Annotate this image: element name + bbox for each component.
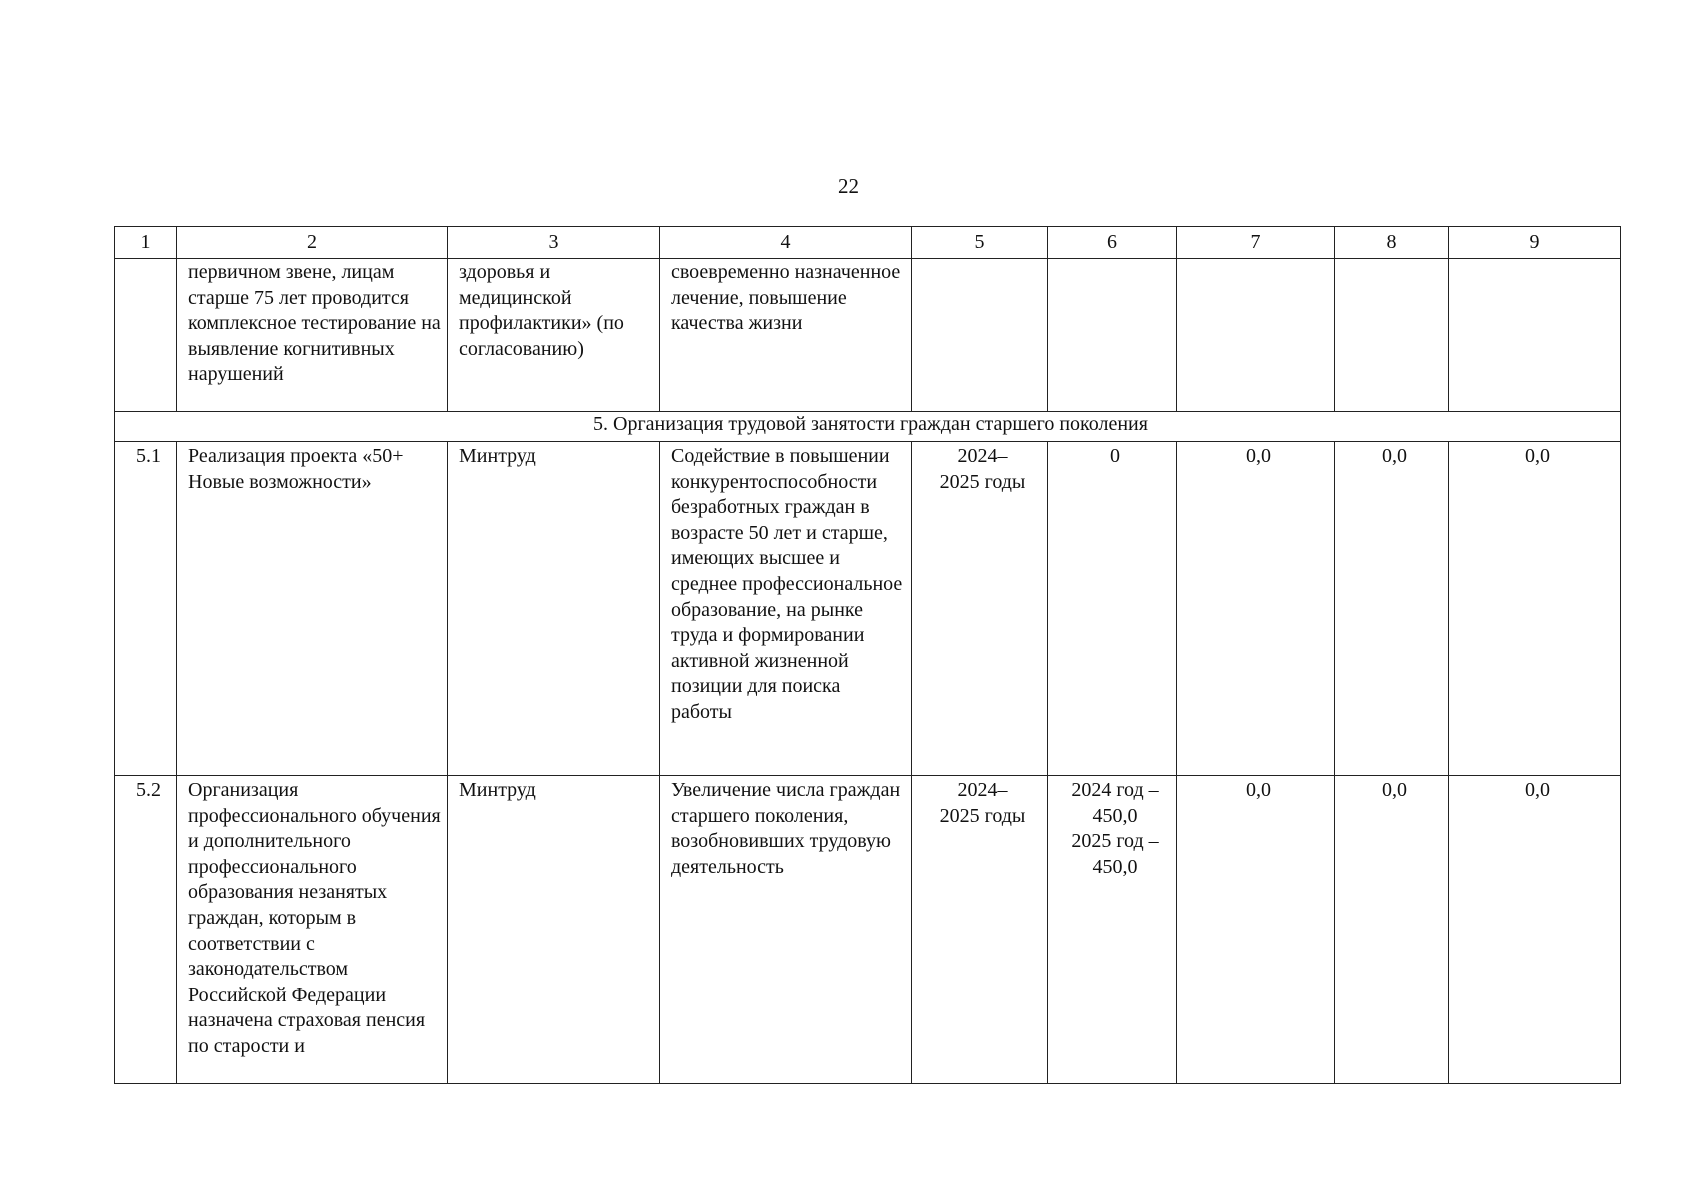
- funding-cell: 0,0: [1449, 776, 1621, 1084]
- period-cell: 2024– 2025 годы: [912, 776, 1048, 1084]
- header-cell: 5: [912, 227, 1048, 259]
- table-row-continuation: [115, 259, 1621, 412]
- funding-cell: [1449, 259, 1621, 412]
- measure-cell: Организация профессионального обучения и дополнительного профессионального образования незанятых граждан, которым в соответствии с законодательством Российской Федерации назначена страховая пенсия по старости и: [177, 776, 448, 1084]
- header-cell: 4: [660, 227, 912, 259]
- executor-cell: здоровья и медицинской профилактики» (по согласованию): [448, 259, 660, 412]
- funding-cell: [1048, 259, 1177, 412]
- header-cell: 6: [1048, 227, 1177, 259]
- header-cell: 2: [177, 227, 448, 259]
- result-cell: своевременно назначенное лечение, повышение качества жизни: [660, 259, 912, 412]
- funding-cell: 0,0: [1335, 776, 1449, 1084]
- measure-cell: первичном звене, лицам старше 75 лет проводится комплексное тестирование на выявление когнитивных нарушений: [177, 259, 448, 412]
- row-number-cell: [115, 259, 177, 412]
- row-number-cell: 5.1: [115, 442, 177, 776]
- table-header-row: [115, 227, 1621, 259]
- funding-cell: 2024 год – 450,0 2025 год – 450,0: [1048, 776, 1177, 1084]
- funding-cell: 0: [1048, 442, 1177, 776]
- funding-cell: [1177, 259, 1335, 412]
- header-cell: 3: [448, 227, 660, 259]
- result-cell: Содействие в повышении конкурентоспособности безработных граждан в возрасте 50 лет и старше, имеющих высшее и среднее профессиональное образование, на рынке труда и формировании активной жизненной позиции для поиска работы: [660, 442, 912, 776]
- section-title: 5. Организация трудовой занятости граждан старшего поколения: [115, 412, 1621, 442]
- section-row: [115, 412, 1621, 442]
- funding-cell: 0,0: [1449, 442, 1621, 776]
- row-number-cell: 5.2: [115, 776, 177, 1084]
- table-row: [115, 442, 1621, 776]
- header-cell: 8: [1335, 227, 1449, 259]
- funding-cell: [1335, 259, 1449, 412]
- executor-cell: Минтруд: [448, 442, 660, 776]
- funding-cell: 0,0: [1177, 442, 1335, 776]
- period-cell: 2024– 2025 годы: [912, 442, 1048, 776]
- result-cell: Увеличение числа граждан старшего поколения, возобновивших трудовую деятельность: [660, 776, 912, 1084]
- period-cell: [912, 259, 1048, 412]
- executor-cell: Минтруд: [448, 776, 660, 1084]
- funding-cell: 0,0: [1335, 442, 1449, 776]
- header-cell: 7: [1177, 227, 1335, 259]
- table-row: [115, 776, 1621, 1084]
- funding-cell: 0,0: [1177, 776, 1335, 1084]
- header-cell: 1: [115, 227, 177, 259]
- header-cell: 9: [1449, 227, 1621, 259]
- page-number: 22: [838, 174, 859, 198]
- measure-cell: Реализация проекта «50+ Новые возможности»: [177, 442, 448, 776]
- measures-table: [114, 226, 1621, 1084]
